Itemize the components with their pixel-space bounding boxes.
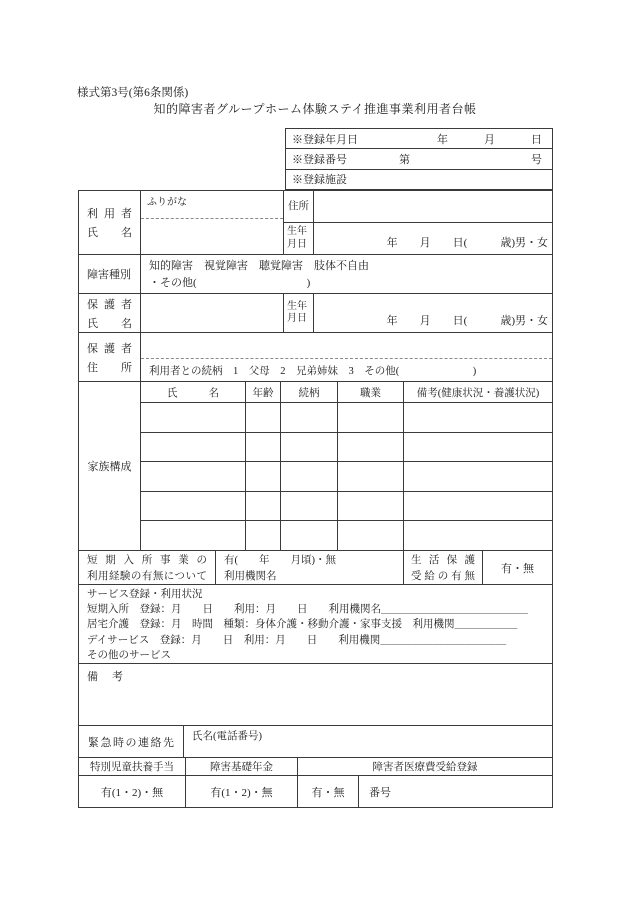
emergency-label: 緊急時の連絡先 [79,726,184,757]
service-line-other: その他のサービス [87,649,171,661]
benefit-col1-value: 有(1・2)・無 [79,776,186,807]
user-address-field [314,191,552,222]
services-row [79,584,552,663]
registration-facility-row [286,169,552,189]
guardian-name-row [79,293,552,332]
family-data-row [141,403,552,432]
disability-other-line: ・その他( ) [149,276,311,289]
guardian-address-cell [141,333,552,381]
year-unit: 年 [437,133,448,146]
agency-label: 利用機関名 [224,571,277,582]
furigana-label: ふりがな [141,191,283,219]
number-prefix: 第 [399,153,410,166]
registration-date-units [437,131,546,147]
benefit-col2-header: 障害基礎年金 [186,758,298,775]
welfare-value: 有・無 [501,562,534,575]
short-stay-experience-cell [216,551,404,584]
benefit-col3-value: 有・無 [298,776,359,807]
user-address-birth-block [284,191,552,254]
registration-number-label: ※登録番号 [292,153,347,166]
services-title: サービス登録・利用状況 [87,589,203,600]
relation-line: 利用者との続柄 1 父母 2 兄弟姉妹 3 その他( ) [149,365,477,377]
disability-label: 障害種別 [79,255,141,293]
benefit-col3-header: 障害者医療費受給登録 [372,762,478,773]
page-title: 知的障害者グループホーム体験ステイ推進事業利用者台帳 [153,102,477,116]
user-name-label: 利用者 氏名 [79,191,141,254]
emergency-row [79,725,552,757]
benefit-number-label: 番号 [369,786,391,799]
guardian-address-label: 保護者 住所 [79,333,141,381]
registration-facility-label: ※登録施設 [292,174,347,187]
family-col-job: 職業 [338,382,404,402]
short-stay-row [79,550,552,584]
family-data-row [141,461,552,491]
main-table [78,190,553,808]
service-line-home-care: 居宅介護 登録：月 時間 種類：身体介護・移動介護・家事支援 利用機関＿＿＿＿＿＿ [87,619,518,631]
day-unit: 日 [531,133,542,146]
registration-date-row [286,129,552,148]
disability-options-line: 知的障害 視覚障害 聴覚障害 肢体不自由 [149,260,369,272]
benefits-header-row [79,757,552,775]
family-header-row [141,382,552,403]
experience-line: 有( 年 月頃)・無 [224,555,336,566]
family-col-name: 氏名 [141,382,246,402]
registration-date-label: ※登録年月日 [292,133,358,146]
guardian-name-label: 保護者 氏名 [79,294,141,332]
user-name-field [141,219,283,254]
month-unit: 月 [484,133,495,146]
guardian-birth-placeholder: 年 月 日( 歳)男・女 [386,315,548,327]
service-line-short-stay: 短期入所 登録：月 日 利用：月 日 利用機関名＿＿＿＿＿＿＿＿＿＿＿＿＿＿ [87,604,528,616]
benefits-value-row [79,775,552,807]
service-line-day-service: デイサービス 登録：月 日 利用：月 日 利用機関＿＿＿＿＿＿＿＿＿＿＿＿ [87,634,507,646]
family-row [79,381,552,550]
user-name-cell [141,191,284,254]
registration-box [285,128,553,190]
disability-row [79,254,552,293]
family-data-row [141,491,552,521]
guardian-name-field [141,294,284,332]
user-birth-placeholder: 年 月 日( 歳)男・女 [386,237,548,249]
family-col-note: 備考(健康状況・養護状況) [416,387,540,399]
user-birth-subrow [284,222,552,254]
benefit-col1-header: 特別児童扶養手当 [79,758,186,775]
guardian-address-field [141,333,552,359]
family-col-relation: 続柄 [281,382,338,402]
welfare-label: 生活保護 受給の有無 [404,551,483,584]
form-number: 様式第3号(第6条関係) [77,87,189,99]
user-birth-label: 生年 月日 [284,223,314,254]
guardian-birth-label: 生年 月日 [284,294,314,332]
user-address-subrow [284,191,552,222]
emergency-content-label: 氏名(電話番号) [192,731,262,742]
registration-number-row [286,148,552,168]
number-suffix: 号 [531,153,542,166]
family-data-row [141,520,552,550]
guardian-address-row [79,332,552,381]
family-label: 家族構成 [79,382,141,550]
benefit-col2-value: 有(1・2)・無 [186,776,298,807]
family-col-age: 年齢 [246,382,281,402]
disability-options [141,255,552,293]
short-stay-label: 短期入所事業の 利用経験の有無について [79,551,216,584]
remarks-label: 備考 [87,671,123,683]
address-label: 住所 [284,191,314,222]
remarks-row [79,663,552,725]
family-data-row [141,432,552,462]
family-table [141,382,552,550]
user-row [79,191,552,254]
